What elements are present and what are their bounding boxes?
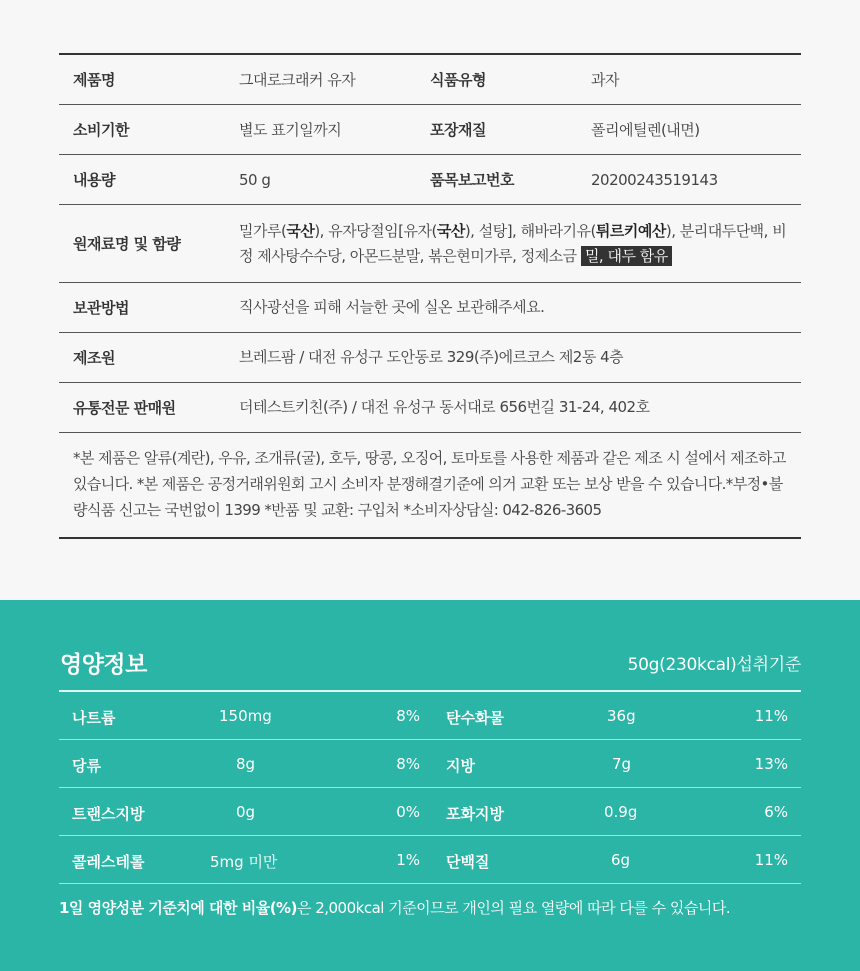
storage-row [59,283,801,333]
nutrition-row [59,692,801,740]
nutrient-percent: 8% [396,755,420,773]
info-value: 20200243519143 [591,170,718,189]
nutrient-percent: 13% [754,755,788,773]
info-value: 그대로크래커 유자 [239,71,356,89]
nutrition-row [59,836,801,884]
nutrition-title: 영양정보 [60,652,147,678]
storage-label: 보관방법 [73,299,129,317]
nutrient-name: 포화지방 [446,805,504,823]
nutrient-amount: 0.9g [604,803,638,821]
ingredients-row [59,205,801,283]
info-value: 과자 [591,71,619,89]
nutrient-name: 나트륨 [72,709,116,727]
nutrient-amount: 0g [236,803,256,821]
info-row [59,55,801,105]
nutrient-percent: 1% [396,851,420,869]
nutrition-header [59,644,801,692]
manufacturer-row [59,333,801,383]
manufacturer-label: 제조원 [73,349,115,367]
info-label: 내용량 [73,171,115,189]
distributor-row [59,383,801,433]
nutrition-row [59,740,801,788]
ingredient-origin: 국산 [286,221,315,240]
footnote-text: 은 2,000kcal 기준이므로 개인의 필요 열량에 따라 다를 수 있습니다. [296,899,731,917]
nutrient-amount: 7g [612,755,632,773]
info-value: 폴리에틸렌(내면) [591,121,700,139]
info-label: 소비기한 [73,121,129,139]
nutrient-name: 단백질 [446,853,490,871]
ingredients-label: 원재료명 및 함량 [73,235,181,253]
nutrient-name: 탄수화물 [446,709,504,727]
distributor-value: 더테스트키친(주) / 대전 유성구 동서대로 656번길 31-24, 402호 [239,398,650,416]
notice-text: *본 제품은 알류(계란), 우유, 조개류(굴), 호두, 땅콩, 오징어, 토마토를 사용한 제품과 같은 제조 시 설에서 제조하고 있습니다. *본 제품은 공정거래위원회 고시 소비자 분쟁해결기준에 의거 교환 또는 보상 받을 수 있습니다.*부정•불량식품 신고는 국번없이 1399 *반품 및 교환: 구입처 *소비자상담실: 042-826-3605 [59,433,801,539]
nutrition-section [0,600,860,971]
info-row [59,155,801,205]
nutrient-amount: 5mg 미만 [210,853,278,871]
nutrient-percent: 11% [754,851,788,869]
manufacturer-value: 브레드팜 / 대전 유성구 도안동로 329(주)에르코스 제2동 4층 [239,348,624,366]
info-row [59,105,801,155]
info-value: 별도 표기일까지 [239,121,342,139]
ingredient-text: ), 설탕], 해바라기유( [464,221,596,240]
nutrient-name: 당류 [72,757,101,775]
footnote-bold: 1일 영양성분 기준치에 대한 비율(%) [59,899,297,917]
nutrient-name: 트랜스지방 [72,805,145,823]
nutrient-amount: 36g [607,707,636,725]
nutrition-footnote [59,897,730,918]
ingredient-text: 밀가루( [239,221,287,240]
ingredients-value [239,219,801,269]
info-label: 포장재질 [430,121,486,139]
nutrient-name: 콜레스테롤 [72,853,145,871]
nutrition-table [59,692,801,884]
nutrient-amount: 8g [236,755,256,773]
nutrient-amount: 6g [611,851,631,869]
allergen-badge: 밀, 대두 함유 [581,246,672,266]
distributor-label: 유통전문 판매원 [73,399,176,417]
ingredient-origin: 국산 [436,221,465,240]
info-label: 식품유형 [430,71,486,89]
nutrient-percent: 11% [754,707,788,725]
nutrition-basis: 50g(230kcal)섭취기준 [627,655,801,675]
info-value: 50 g [239,170,271,189]
nutrient-percent: 0% [396,803,420,821]
nutrient-amount: 150mg [219,707,272,725]
info-label: 제품명 [73,71,115,89]
nutrient-percent: 8% [396,707,420,725]
nutrition-row [59,788,801,836]
nutrient-percent: 6% [764,803,788,821]
ingredient-text: ), 유자당절임[유자( [314,221,437,240]
nutrient-name: 지방 [446,757,475,775]
product-info-table [59,53,801,539]
storage-value: 직사광선을 피해 서늘한 곳에 실온 보관해주세요. [239,298,545,316]
ingredient-text: ), 분리대두단백, 비정 제사탕수수당, 아몬드분말, 볶은현미가루, 정제소금 [239,221,787,265]
info-label: 품목보고번호 [430,171,514,189]
ingredient-origin: 튀르키예산 [595,221,666,240]
